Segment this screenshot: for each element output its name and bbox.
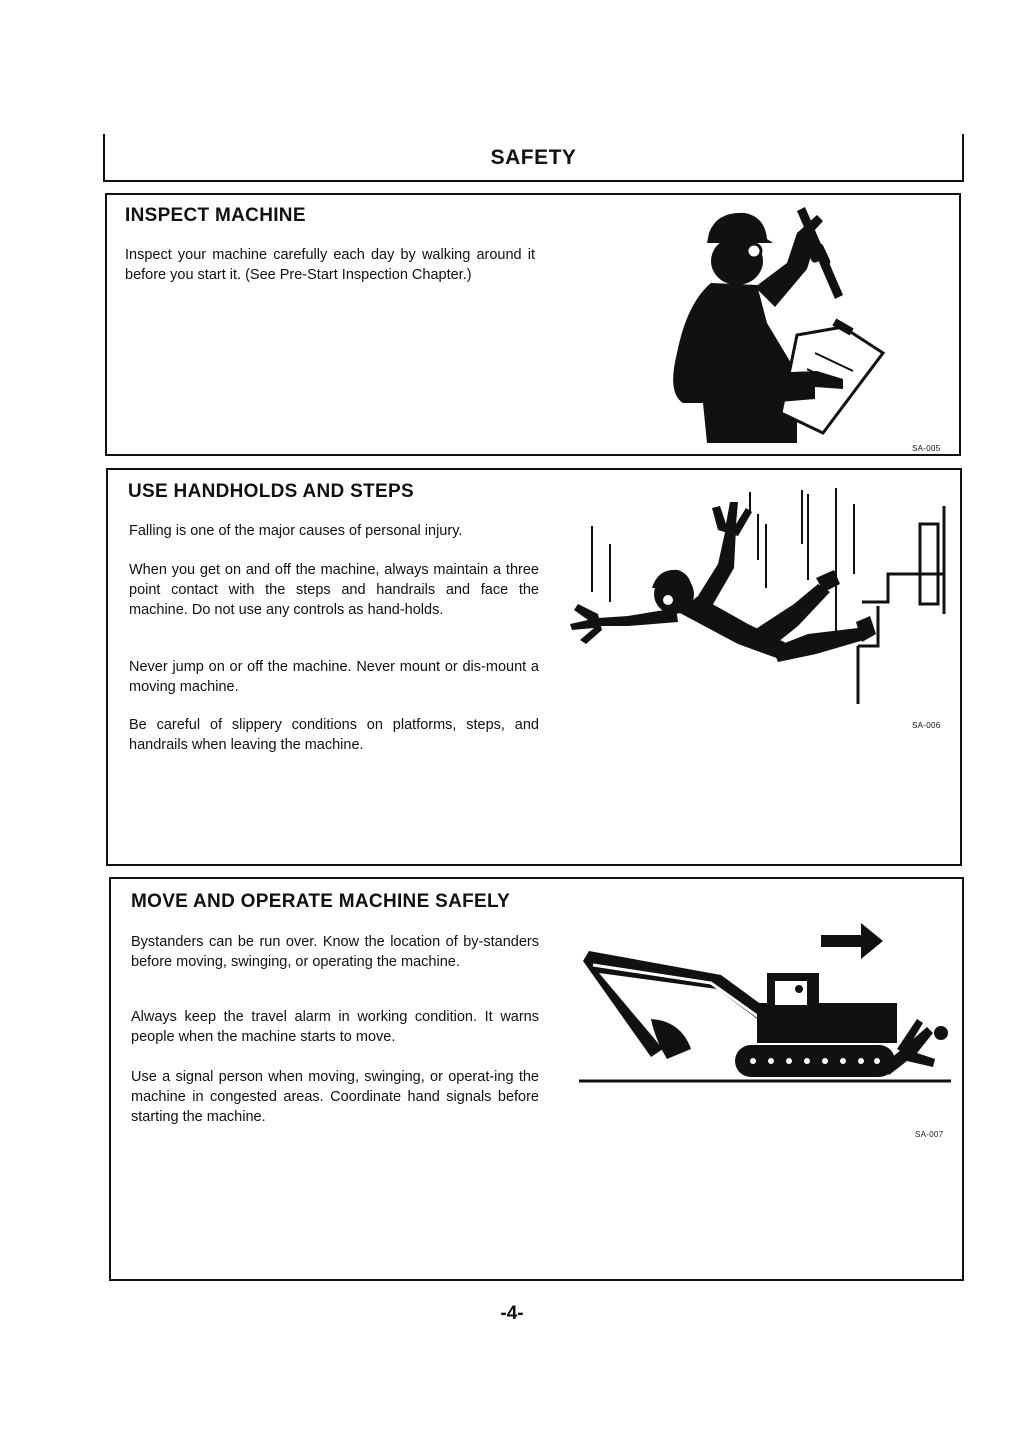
falling-person-icon — [558, 484, 948, 712]
section-paragraph: Always keep the travel alarm in working condition. It warns people when the machine starts to move. — [131, 1009, 539, 1045]
section-paragraph: Bystanders can be run over. Know the location of by-standers before moving, swinging, or operating the machine. — [131, 934, 539, 970]
section-inspect-machine — [105, 193, 961, 456]
page-title: SAFETY — [490, 146, 577, 169]
figure-code: SA-005 — [912, 444, 941, 453]
section-paragraph: Use a signal person when moving, swinging, or operat-ing the machine in congested areas. Coordinate hand signals before starting the machine. — [131, 1069, 539, 1125]
page-header — [103, 134, 964, 182]
section-paragraph: Be careful of slippery conditions on platforms, steps, and handrails when leaving the machine. — [129, 717, 539, 753]
section-title: INSPECT MACHINE — [125, 205, 306, 226]
section-paragraph: Falling is one of the major causes of personal injury. — [129, 523, 463, 539]
section-paragraph: When you get on and off the machine, always maintain a three point contact with the steps and handrails and face the machine. Do not use any controls as hand-holds. — [129, 562, 539, 618]
section-paragraph: Never jump on or off the machine. Never mount or dis-mount a moving machine. — [129, 659, 539, 695]
section-use-handholds — [106, 468, 962, 866]
worker-with-clipboard-icon — [647, 203, 887, 443]
page-number: -4- — [500, 1303, 524, 1324]
figure-code: SA-006 — [912, 721, 941, 730]
section-title: USE HANDHOLDS AND STEPS — [128, 481, 414, 502]
figure-code: SA-007 — [915, 1130, 944, 1139]
excavator-runover-icon — [571, 909, 961, 1089]
section-paragraph: Inspect your machine carefully each day by walking around it before you start it. (See Pre-Start Inspection Chapter.) — [125, 247, 535, 283]
section-title: MOVE AND OPERATE MACHINE SAFELY — [131, 891, 511, 912]
section-move-operate — [109, 877, 964, 1281]
